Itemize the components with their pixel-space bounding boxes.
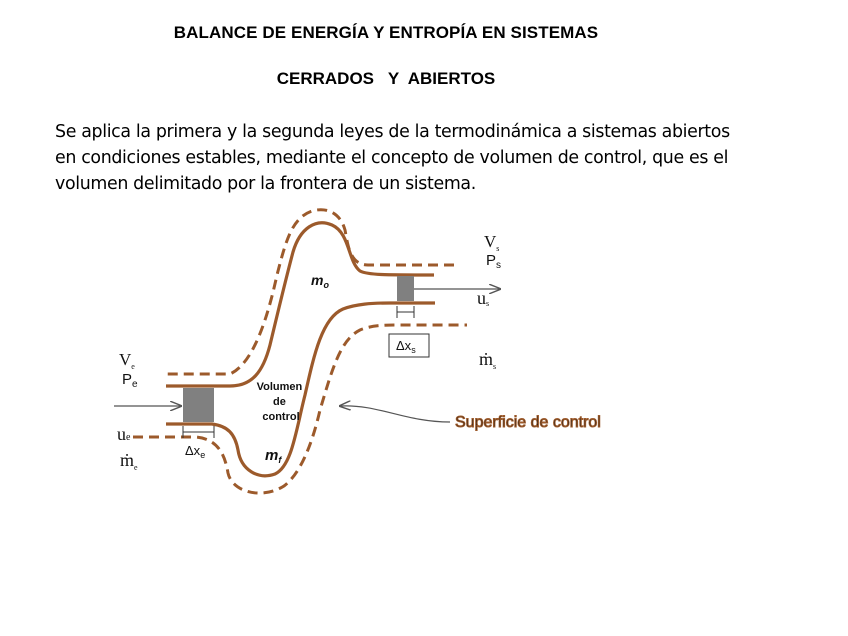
inlet-pressure-label: $P_e$	[122, 371, 138, 390]
outlet-energy-label: us	[477, 288, 490, 308]
inlet-dx-label: $\Delta x_e$	[185, 443, 206, 460]
outlet-pressure-label: $P_s$	[486, 252, 502, 271]
outlet-dx-label: $\Delta x_s$	[396, 338, 416, 355]
outlet-massflow-label: ṁ$_s$	[479, 349, 497, 371]
surface-pointer-arrow	[340, 406, 450, 422]
control-surface-label: Superficie de control	[455, 414, 601, 431]
initial-mass-label: $m_o$	[311, 272, 329, 290]
outlet-velocity-label: $V_s$	[484, 232, 500, 253]
page-title-line2: CERRADOS Y ABIERTOS	[276, 69, 496, 88]
page-title-line1: BALANCE DE ENERGÍA Y ENTROPÍA EN SISTEMAS	[173, 23, 599, 42]
inlet-energy-label: ue	[117, 424, 131, 444]
outlet-piston	[397, 276, 414, 301]
inlet-velocity-label: $V_e$	[119, 350, 135, 371]
inlet-piston	[183, 388, 214, 422]
control-volume-label: Volumen de control	[256, 381, 303, 423]
intro-line: volumen delimitado por la frontera de un sistema.	[55, 174, 476, 194]
outlet-dx-bracket	[397, 306, 414, 318]
inlet-massflow-label: ṁ$_e$	[120, 450, 138, 472]
final-mass-label: $m_f$	[265, 447, 282, 465]
intro-line: en condiciones estables, mediante el concepto de volumen de control, que es el	[55, 148, 729, 168]
intro-line: Se aplica la primera y la segunda leyes de la termodinámica a sistemas abiertos	[55, 122, 730, 142]
